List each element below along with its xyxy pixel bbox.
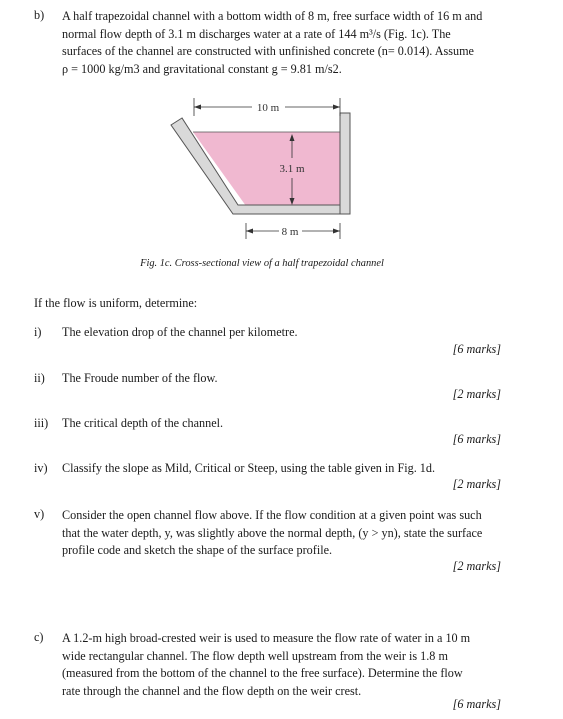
part-c-line-1: A 1.2-m high broad-crested weir is used to measure the flow rate of water in a 10 m <box>62 631 471 645</box>
question-v-line-3: profile code and sketch the shape of the surface profile. <box>62 543 333 557</box>
marks-label: [2 marks] <box>452 477 501 491</box>
questions-intro: If the flow is uniform, determine: <box>34 296 198 310</box>
part-b-line-1: A half trapezoidal channel with a bottom width of 8 m, free surface width of 16 m and <box>62 9 483 23</box>
question-label: ii) <box>34 371 45 385</box>
arrowhead <box>333 105 340 110</box>
question-label: iv) <box>34 461 48 475</box>
question-text <box>62 507 532 560</box>
question-text: Classify the slope as Mild, Critical or Steep, using the table given in Fig. 1d. <box>62 461 436 475</box>
question-text: The critical depth of the channel. <box>62 416 224 430</box>
question-v-line-2: that the water depth, y, was slightly above the normal depth, (y > yn), state the surface <box>62 525 483 540</box>
question-text: The elevation drop of the channel per kilometre. <box>62 325 298 339</box>
part-b-line-4: ρ = 1000 kg/m3 and gravitational constant g = 9.81 m/s2. <box>62 61 342 76</box>
bottom-width-label: 8 m <box>281 226 299 238</box>
part-b-label: b) <box>34 8 45 22</box>
figure-caption: Fig. 1c. Cross-sectional view of a half trapezoidal channel <box>140 258 384 269</box>
arrowhead <box>333 229 340 234</box>
question-v-line-1: Consider the open channel flow above. If the flow condition at a given point was such <box>62 508 482 522</box>
question-label: i) <box>34 325 42 339</box>
part-c-text <box>62 630 532 700</box>
part-c-label: c) <box>34 630 44 644</box>
question-label: v) <box>34 507 45 521</box>
marks-label: [2 marks] <box>452 387 501 401</box>
channel-cross-section-figure <box>0 0 563 290</box>
part-c-line-3: (measured from the bottom of the channel to the free surface). Determine the flow <box>62 666 463 680</box>
arrowhead <box>246 229 253 234</box>
marks-label: [2 marks] <box>452 559 501 573</box>
part-c-line-4: rate through the channel and the flow depth on the weir crest. <box>62 683 362 698</box>
arrowhead <box>194 105 201 110</box>
part-b-line-2: normal flow depth of 3.1 m discharges water at a rate of 144 m³/s (Fig. 1c). The <box>62 26 451 41</box>
depth-label: 3.1 m <box>279 163 305 175</box>
question-label: iii) <box>34 416 49 430</box>
question-text: The Froude number of the flow. <box>62 371 218 385</box>
top-width-label: 10 m <box>256 102 280 114</box>
marks-label: [6 marks] <box>452 342 501 356</box>
marks-label: [6 marks] <box>452 697 501 711</box>
channel-wall-right <box>340 113 350 214</box>
marks-label: [6 marks] <box>452 432 501 446</box>
part-c-line-2: wide rectangular channel. The flow depth well upstream from the weir is 1.8 m <box>62 648 448 663</box>
part-b-line-3: surfaces of the channel are constructed with unfinished concrete (n= 0.014). Assume <box>62 44 474 58</box>
